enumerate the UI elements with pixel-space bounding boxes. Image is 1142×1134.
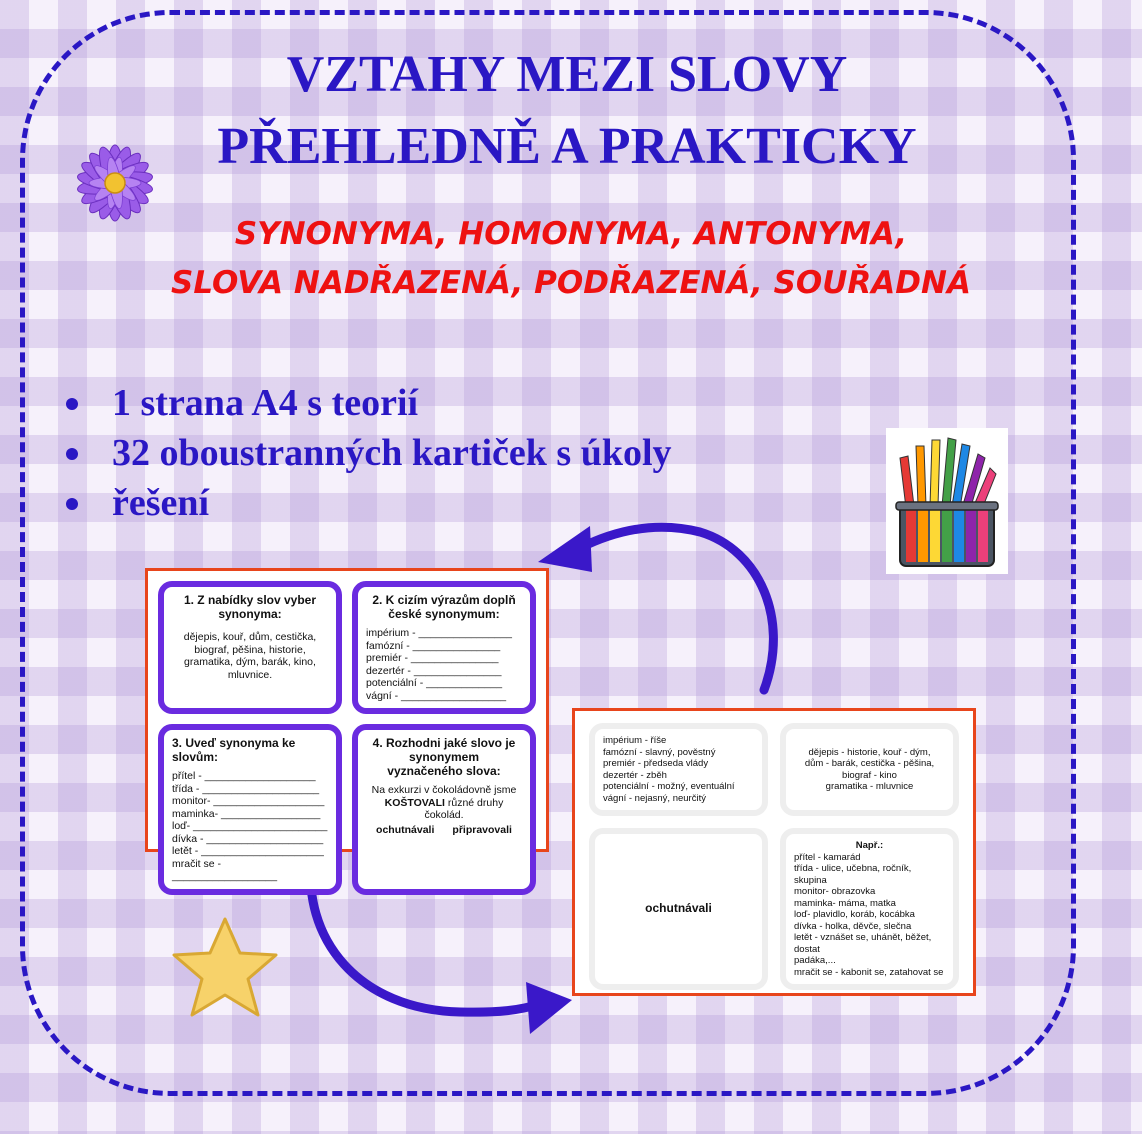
sentence-start: Na exkurzi v čokoládovně jsme	[371, 784, 517, 796]
solution-card-3	[589, 828, 768, 990]
card-body: ochutnávali	[645, 901, 712, 916]
feature-item: 32 oboustranných kartiček s úkoly	[62, 428, 672, 478]
task-card-3	[158, 724, 342, 895]
star-icon	[168, 913, 283, 1023]
task-card-4	[352, 724, 536, 895]
card-heading: Např.:	[855, 840, 884, 851]
feature-item: řešení	[62, 478, 672, 528]
task-cards-sheet	[145, 568, 549, 882]
card-heading: 2. K cizím výrazům doplň české synonymum:	[372, 593, 516, 621]
card-body: impérium - říše famózní - slavný, pověstný premiér - předseda vlády dezertér - zběh potenciální - možný, eventuální vágní - nejasný, neurčitý	[603, 735, 735, 804]
card-body: přítel - ___________________ třída - ____________________ monitor- ___________________ maminka- _________________ loď- _______________________ dívka - ____________________ letět - _____________________ mračit se - __________________	[172, 770, 328, 882]
card-body: přítel - kamarád třída - ulice, učebna, ročník, skupina monitor- obrazovka maminka- máma, matka loď- plavidlo, koráb, kocábka dívka - holka, děvče, slečna letět - vznášet se, uhánět, běžet, dostat padáka,... mračit se - kabonit se, zatahovat se	[794, 851, 944, 978]
title-line-2: PŘEHLEDNĚ A PRAKTICKY	[217, 118, 917, 175]
flower-icon	[60, 128, 170, 238]
solution-card-4	[780, 828, 959, 990]
card-body: dějepis, kouř, dům, cestička, biograf, pěšina, historie, gramatika, dým, barák, kino, mluvnice.	[183, 631, 317, 681]
task-card-2	[352, 581, 536, 714]
card-body: impérium - ________________ famózní - _______________ premiér - _______________ dezertér - _______________ potenciální - _____________ vágní - __________________	[366, 627, 512, 702]
card-heading: 4. Rozhodni jaké slovo je synonymem vyznačeného slova:	[372, 736, 516, 778]
highlighted-word: KOŠTOVALI	[384, 796, 445, 809]
subtitle-line-2: SLOVA NADŘAZENÁ, PODŘAZENÁ, SOUŘADNÁ	[171, 265, 971, 301]
task-card-1	[158, 581, 342, 714]
option-1: ochutnávali	[376, 823, 435, 836]
feature-list	[62, 378, 672, 528]
option-2: připravovali	[452, 823, 512, 836]
solution-card-2	[780, 723, 959, 816]
pencil-cup-icon	[886, 428, 1008, 574]
subtitle-line-1: SYNONYMA, HOMONYMA, ANTONYMA,	[234, 216, 908, 252]
solution-cards-sheet	[572, 708, 976, 996]
sentence-end: různé druhy čokolád.	[424, 796, 504, 821]
card-heading: 1. Z nabídky slov vyber synonyma:	[183, 593, 317, 621]
feature-item: 1 strana A4 s teorií	[62, 378, 672, 428]
card-heading: 3. Uveď synonyma ke slovům:	[172, 736, 296, 764]
solution-card-1	[589, 723, 768, 816]
card-body: dějepis - historie, kouř - dým, dům - barák, cestička - pěšina, biograf - kino gramatika - mluvnice	[804, 746, 935, 792]
card-sentence	[366, 784, 522, 822]
answer-options	[366, 824, 522, 837]
title-line-1: VZTAHY MEZI SLOVY	[286, 46, 848, 103]
